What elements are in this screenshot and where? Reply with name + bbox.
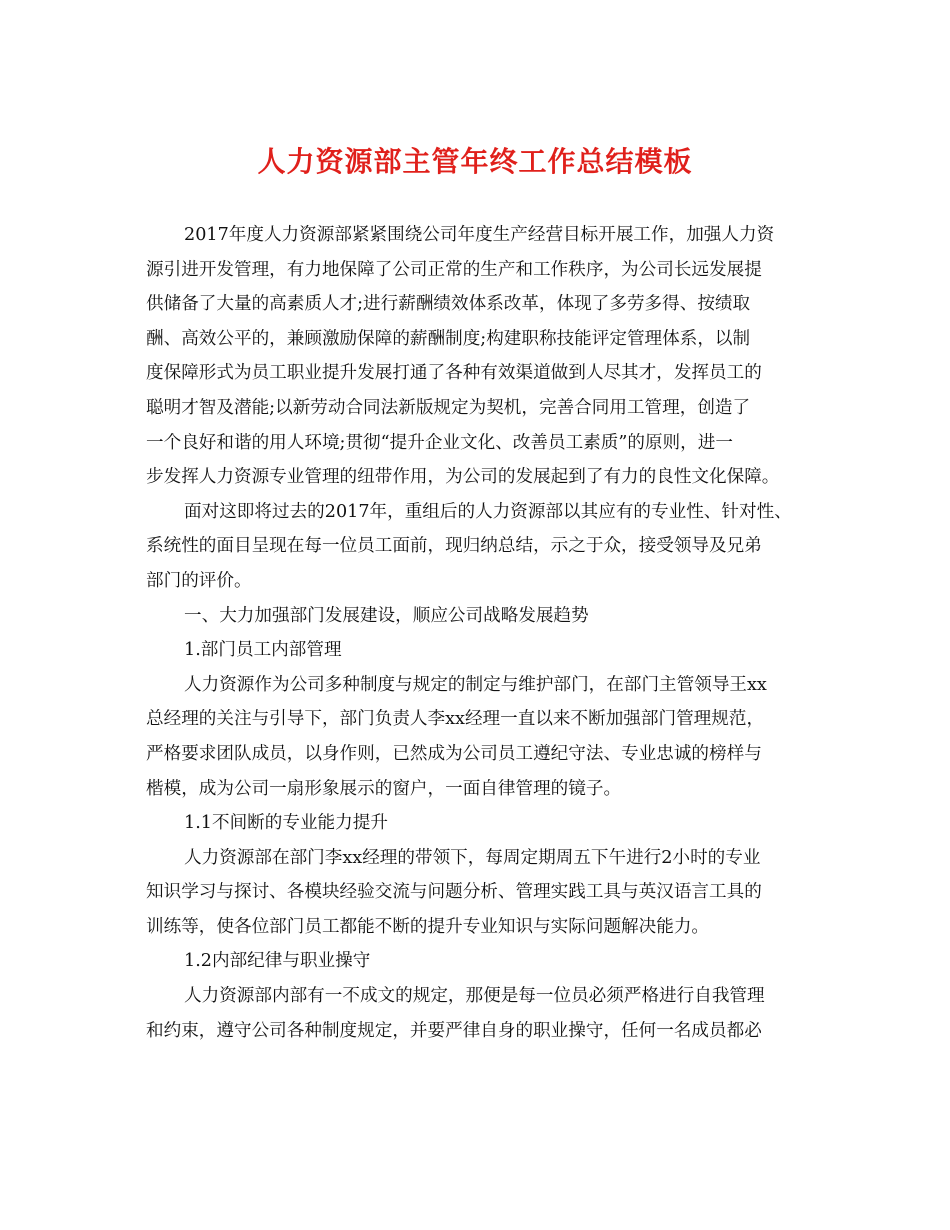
text-line: 度保障形式为员工职业提升发展打通了各种有效渠道做到人尽其才，发挥员工的 bbox=[146, 363, 762, 384]
text-line: 一个良好和谐的用人环境;贯彻“提升企业文化、改善员工素质”的原则，进一 bbox=[146, 432, 733, 453]
text-line: 供储备了大量的高素质人才;进行薪酬绩效体系改革，体现了多劳多得、按绩取 bbox=[146, 294, 751, 315]
text-line: 人力资源作为公司多种制度与规定的制定与维护部门，在部门主管领导王xx bbox=[184, 674, 767, 695]
text-line: 知识学习与探讨、各模块经验交流与问题分析、管理实践工具与英汉语言工具的 bbox=[146, 882, 762, 903]
text-line: 总经理的关注与引导下，部门负责人李xx经理一直以来不断加强部门管理规范， bbox=[146, 709, 765, 730]
text-line: 部门的评价。 bbox=[146, 570, 252, 591]
text-line: 系统性的面目呈现在每一位员工面前，现归纳总结，示之于众，接受领导及兄弟 bbox=[146, 536, 762, 557]
document-body bbox=[146, 218, 811, 1048]
text-line: 人力资源部内部有一不成文的规定，那便是每一位员必须严格进行自我管理 bbox=[184, 986, 765, 1007]
text-line: 一、大力加强部门发展建设，顺应公司战略发展趋势 bbox=[184, 605, 589, 626]
text-line: 和约束，遵守公司各种制度规定，并要严律自身的职业操守，任何一名成员都必 bbox=[146, 1020, 762, 1041]
text-line: 酬、高效公平的，兼顾激励保障的薪酬制度;构建职称技能评定管理体系，以制 bbox=[146, 328, 751, 349]
text-line: 人力资源部在部门李xx经理的带领下，每周定期周五下午进行2小时的专业 bbox=[184, 847, 761, 868]
text-line: 1.1不间断的专业能力提升 bbox=[184, 813, 388, 834]
text-line: 严格要求团队成员，以身作则，已然成为公司员工遵纪守法、专业忠诚的榜样与 bbox=[146, 743, 762, 764]
document-title: 人力资源部主管年终工作总结模板 bbox=[257, 145, 693, 178]
text-line: 聪明才智及潜能;以新劳动合同法新版规定为契机，完善合同用工管理，创造了 bbox=[146, 397, 751, 418]
text-line: 源引进开发管理，有力地保障了公司正常的生产和工作秩序，为公司长远发展提 bbox=[146, 259, 762, 280]
text-line: 2017年度人力资源部紧紧围绕公司年度生产经营目标开展工作，加强人力资 bbox=[184, 225, 775, 245]
text-line: 步发挥人力资源专业管理的纽带作用，为公司的发展起到了有力的良性文化保障。 bbox=[146, 467, 780, 488]
text-line: 1.部门员工内部管理 bbox=[184, 640, 342, 661]
text-line: 训练等，使各位部门员工都能不断的提升专业知识与实际问题解决能力。 bbox=[146, 916, 710, 937]
text-line: 1.2内部纪律与职业操守 bbox=[184, 951, 371, 972]
text-line: 面对这即将过去的2017年，重组后的人力资源部以其应有的专业性、针对性、 bbox=[184, 501, 792, 522]
text-line: 楷模，成为公司一扇形象展示的窗户，一面自律管理的镜子。 bbox=[146, 778, 622, 799]
